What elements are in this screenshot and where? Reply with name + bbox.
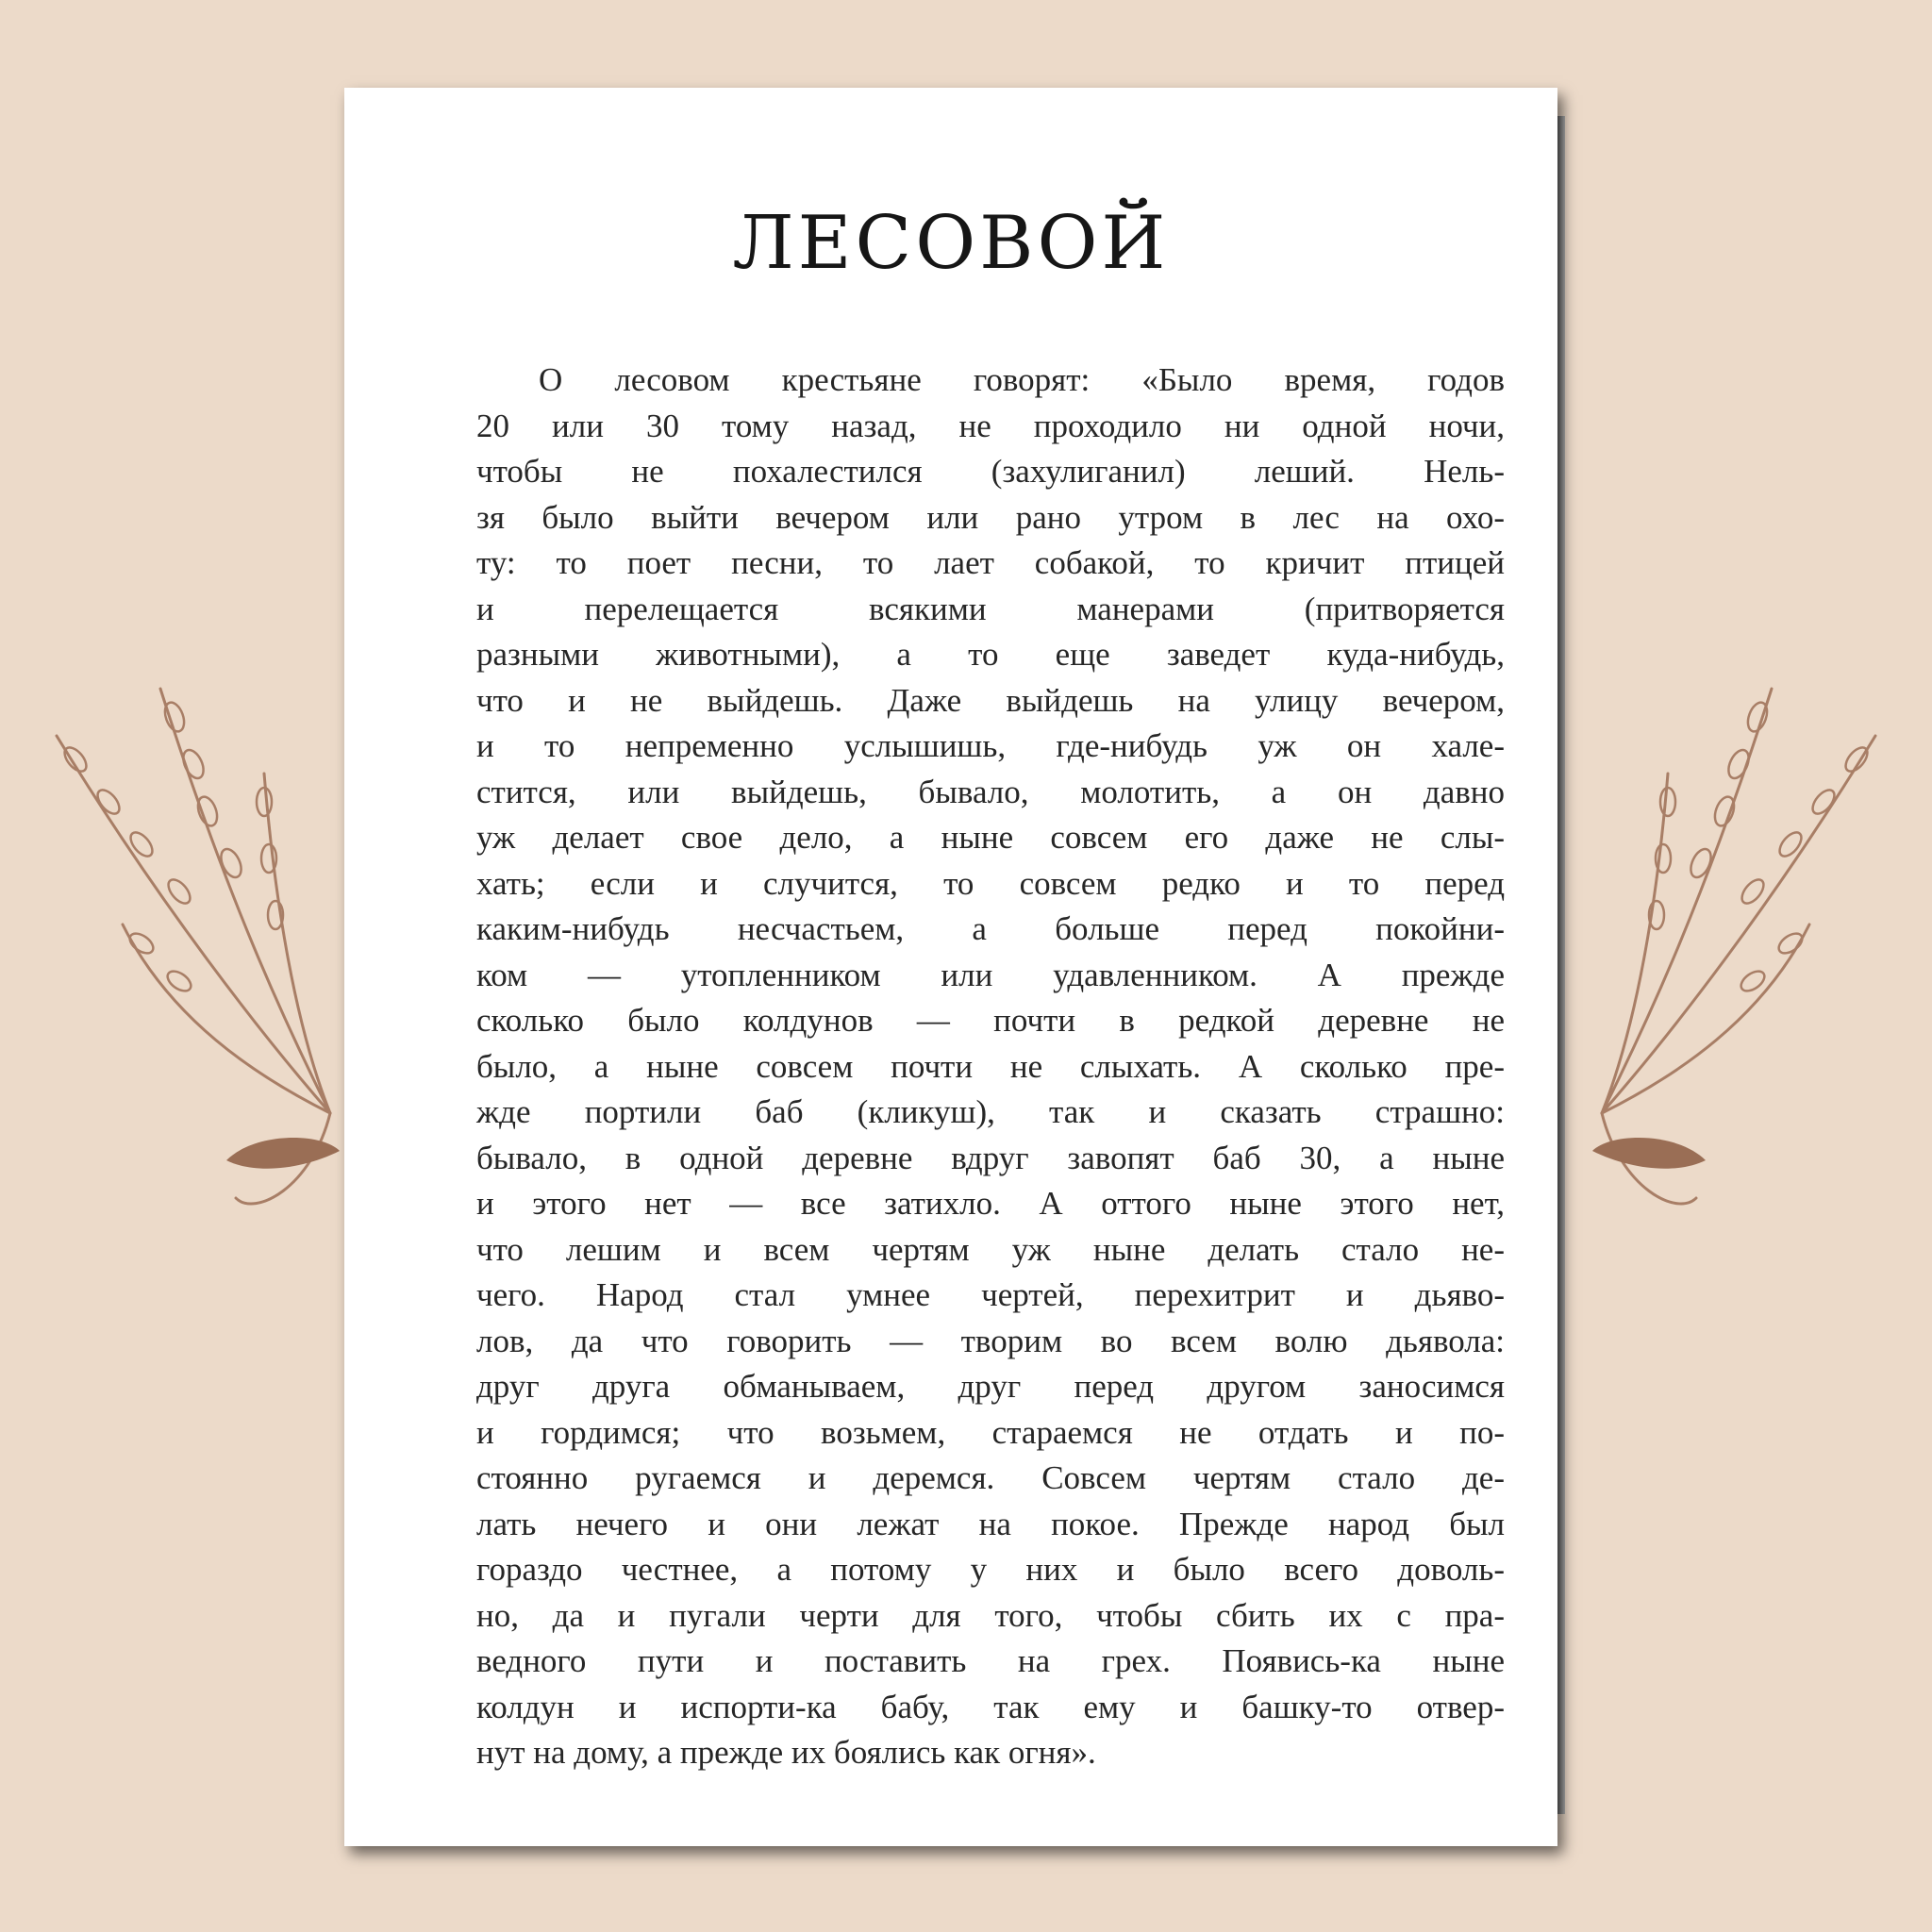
text-line: чтобы не похалестился (захулиганил) леший. Нель- — [476, 453, 1505, 490]
text-line: разными животными), а то еще заведет куда-нибудь, — [476, 636, 1505, 673]
text-line: ту: то поет песни, то лает собакой, то кричит птицей — [476, 544, 1505, 581]
text-line: колдун и испорти-ка бабу, так ему и башку-то отвер- — [476, 1688, 1505, 1725]
text-line: стится, или выйдешь, бывало, молотить, а он давно — [476, 773, 1505, 810]
text-line: и то непременно услышишь, где-нибудь уж он хале- — [476, 727, 1505, 764]
text-line: и этого нет — все затихло. А оттого ныне этого нет, — [476, 1185, 1505, 1222]
text-line: что и не выйдешь. Даже выйдешь на улицу вечером, — [476, 681, 1505, 719]
text-line: нут на дому, а прежде их боялись как огня». — [476, 1734, 1096, 1771]
text-line: но, да и пугали черти для того, чтобы сбить их с пра- — [476, 1596, 1505, 1634]
text-line: хать; если и случится, то совсем редко и то перед — [476, 864, 1505, 902]
text-line: лать нечего и они лежат на покое. Прежде народ был — [476, 1505, 1505, 1542]
text-line: что лешим и всем чертям уж ныне делать стало не- — [476, 1230, 1505, 1268]
text-line: было, а ныне совсем почти не слыхать. А сколько пре- — [476, 1047, 1505, 1085]
text-line: и гордимся; что возьмем, стараемся не отдать и по- — [476, 1413, 1505, 1451]
text-line: зя было выйти вечером или рано утром в лес на охо- — [476, 498, 1505, 536]
book-page — [344, 88, 1557, 1846]
text-line: чего. Народ стал умнее чертей, перехитрит и дьяво- — [476, 1276, 1505, 1313]
text-line: лов, да что говорить — творим во всем волю дьявола: — [476, 1322, 1505, 1359]
text-line: жде портили баб (кликуш), так и сказать страшно: — [476, 1093, 1505, 1130]
text-line: друг друга обманываем, друг перед другом заносимся — [476, 1368, 1505, 1405]
text-line: сколько было колдунов — почти в редкой деревне не — [476, 1002, 1505, 1039]
text-line: и перелещается всякими манерами (притворяется — [476, 590, 1505, 627]
text-line: О лесовом крестьяне говорят: «Было время, годов — [539, 361, 1505, 398]
text-line: 20 или 30 тому назад, не проходило ни одной ночи, — [476, 407, 1505, 444]
text-line: ведного пути и поставить на грех. Появись-ка ныне — [476, 1642, 1505, 1679]
text-line: гораздо честнее, а потому у них и было всего доволь- — [476, 1551, 1505, 1588]
text-line: бывало, в одной деревне вдруг завопят баб 30, а ныне — [476, 1139, 1505, 1176]
body-text — [476, 358, 1505, 1776]
text-line: уж делает свое дело, а ныне совсем его даже не слы- — [476, 819, 1505, 856]
page-title: ЛЕСОВОЙ — [732, 201, 1170, 286]
text-line: ком — утопленником или удавленником. А прежде — [476, 956, 1505, 993]
text-line: стоянно ругаемся и деремся. Совсем чертям стало де- — [476, 1459, 1505, 1496]
text-line: каким-нибудь несчастьем, а больше перед покойни- — [476, 910, 1505, 947]
